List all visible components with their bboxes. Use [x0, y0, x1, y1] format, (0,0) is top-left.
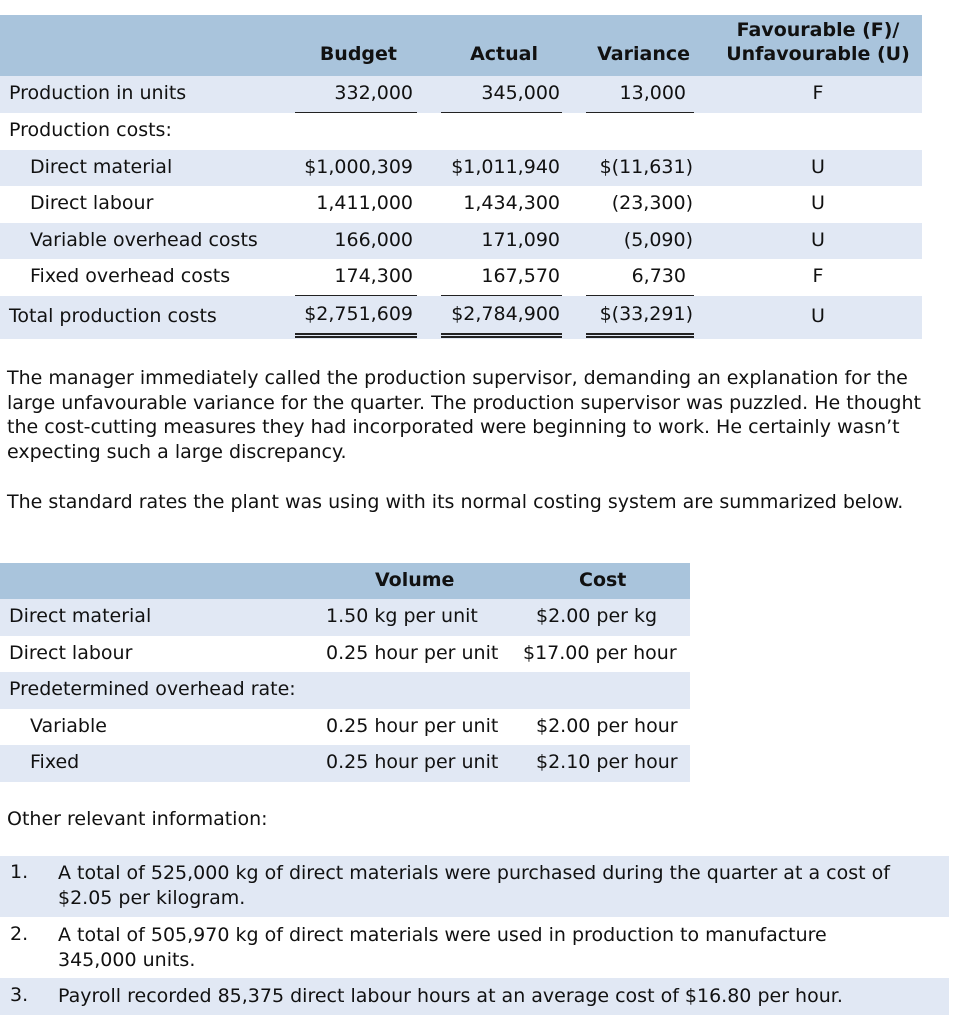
paragraph-manager: The manager immediately called the production supervisor, demanding an explanation for the large unfavourable variance for the quarter. The production supervisor was puzzled. He thought the cost-cutting measures they had incorporated were beginning to work. He certainly wasn’t expecting such a large discrepancy.	[7, 367, 921, 463]
header-actual: Actual	[470, 43, 538, 65]
header-fu-line1: Favourable (F)/	[736, 19, 900, 41]
row-label: Direct material	[9, 605, 152, 627]
table-row	[0, 223, 922, 259]
header-cost: Cost	[579, 569, 627, 591]
table-row	[0, 113, 922, 150]
row-label: Production in units	[9, 82, 187, 104]
row-label: Direct labour	[30, 192, 154, 214]
fu-cell: F	[812, 265, 824, 287]
fu-cell: U	[811, 192, 825, 214]
row-label: Production costs:	[9, 119, 172, 141]
budget-cell: $2,751,609	[304, 303, 413, 325]
fu-cell: F	[812, 82, 824, 104]
budget-cell: 332,000	[334, 82, 413, 104]
row-label: Variable overhead costs	[30, 229, 258, 251]
table-row	[0, 745, 690, 782]
variance-cell: $(33,291)	[599, 303, 693, 325]
row-label: Fixed overhead costs	[30, 265, 231, 287]
variance-cell: (23,300)	[611, 192, 693, 214]
list-text: A total of 505,970 kg of direct materials were used in production to manufacture 345,000 units.	[58, 924, 827, 971]
double-underline	[441, 333, 562, 338]
table-row	[0, 76, 922, 113]
header-variance: Variance	[597, 43, 690, 65]
list-text: A total of 525,000 kg of direct materials were purchased during the quarter at a cost of $2.05 per kilogram.	[58, 862, 890, 909]
fu-cell: U	[811, 156, 825, 178]
table-header	[0, 15, 922, 76]
table-row	[0, 599, 690, 636]
table-row	[0, 150, 922, 186]
header-budget: Budget	[319, 43, 397, 65]
cost-cell: $2.00 per hour	[536, 715, 678, 737]
budget-cell: 166,000	[334, 229, 413, 251]
variance-cell: (5,090)	[623, 229, 693, 251]
volume-cell: 0.25 hour per unit	[326, 642, 499, 664]
list-item	[0, 917, 949, 978]
fu-cell: U	[811, 229, 825, 251]
table-row	[0, 259, 922, 296]
double-underline	[295, 333, 417, 338]
list-number: 3.	[10, 984, 29, 1006]
table-row	[0, 672, 690, 709]
row-label: Direct material	[30, 156, 173, 178]
header-volume: Volume	[375, 569, 455, 591]
volume-cell: 0.25 hour per unit	[326, 751, 499, 773]
actual-cell: 1,434,300	[463, 192, 560, 214]
variance-cell: 6,730	[631, 265, 686, 287]
table-row	[0, 636, 690, 672]
row-label: Variable	[30, 715, 107, 737]
volume-cell: 1.50 kg per unit	[326, 605, 478, 627]
list-item	[0, 856, 949, 917]
variance-cell: $(11,631)	[599, 156, 693, 178]
row-label: Predetermined overhead rate:	[9, 678, 296, 700]
cost-cell: $17.00 per hour	[523, 642, 677, 664]
row-label: Total production costs	[9, 305, 217, 327]
budget-cell: 174,300	[334, 265, 413, 287]
list-number: 2.	[10, 923, 29, 945]
row-label: Direct labour	[9, 642, 133, 664]
actual-cell: $2,784,900	[451, 303, 560, 325]
table-row	[0, 709, 690, 745]
header-fu-line2: Unfavourable (U)	[726, 43, 910, 65]
actual-cell: $1,011,940	[451, 156, 560, 178]
list-item	[0, 978, 949, 1015]
cost-cell: $2.00 per kg	[536, 605, 658, 627]
actual-cell: 171,090	[481, 229, 560, 251]
variance-cell: 13,000	[619, 82, 686, 104]
other-info-heading: Other relevant information:	[7, 808, 268, 830]
list-number: 1.	[10, 861, 29, 883]
actual-cell: 345,000	[481, 82, 560, 104]
double-underline	[586, 333, 694, 338]
list-text: Payroll recorded 85,375 direct labour hours at an average cost of $16.80 per hour.	[58, 985, 843, 1007]
table-header	[0, 563, 690, 599]
fu-cell: U	[811, 305, 825, 327]
budget-cell: 1,411,000	[316, 192, 413, 214]
cost-cell: $2.10 per hour	[536, 751, 678, 773]
actual-cell: 167,570	[481, 265, 560, 287]
budget-cell: $1,000,309	[304, 156, 413, 178]
row-label: Fixed	[30, 751, 80, 773]
table-row	[0, 186, 922, 223]
volume-cell: 0.25 hour per unit	[326, 715, 499, 737]
paragraph-standard-rates: The standard rates the plant was using with its normal costing system are summarized below.	[7, 491, 904, 513]
